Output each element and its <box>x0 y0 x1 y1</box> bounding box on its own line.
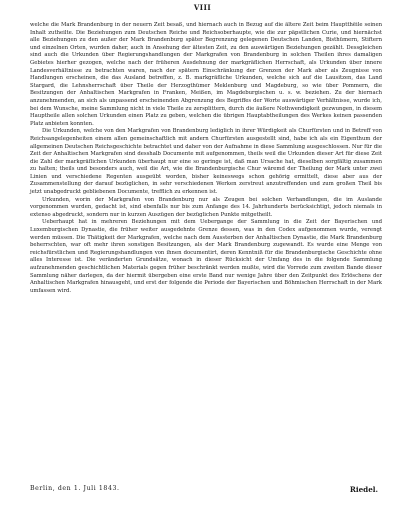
paragraph-dynastie: Ueberhaupt hat in mehreren Beziehungen mit dem Uebergange der Sammlung in die Zeit der Bayerischen und Luxemburgischen Dynastie, die früher weiter ausgedehnte Grenze dessen, was in den Codex aufgenommen wurde, verengt werden müssen. Die Thätigkeit der Markgrafen, welche nach dem Aussterben der Anhaltischen Dynastie, die Mark Brandenburg beherrschten, war oft mehr ihren sonstigen Besitzungen, als der Mark Brandenburg zugewandt. Es wurde eine Menge von reichsfürstlichen und Regierungshandlungen von ihnen documentirt, deren Kenntniß für die Brandenburgische Geschichte ohne alles Interesse ist. Die veränderten Grundsätze, wonach in dieser Rücksicht der Umfang des in die folgende Sammlung aufzunehmenden geschichtlichen Materials gegen früher beschränkt werden mußte, wird die Vorrede zum zweiten Bande dieser Sammlung näher darlegen, da der hiermit übergeben eine erste Band nur wenige Jahre über den Zeitpunkt des Erlöschens der Anhaltischen Markgrafen hinausgeht, und erst der folgende die Periode der Bayerischen und Böhmischen Herrschaft in der Mark umfassen wird. <box>30 219 382 294</box>
paragraph-continuation: welche die Mark Brandenburg in der neuern Zeit besaß, und hiernach auch in Bezug auf die ältere Zeit beim Hauptthëile seinen Inhalt zutheilte. Die Beziehungen zum Deutschen Reiche und Reichsoberhaupte, wie die zur päpstlichen Curie, und hiernächst alle Beziehungen zu den außer der Mark Brandenburg später Begrenzung gelegenen Deutschen Landen, Bisthümern, Stiftern und einzelnen Orten, wurden daher, auch in Ansehung der ältesten Zeit, zu den auswärtigen Beziehungen gezählt. Dessgleichen sind auch die Urkunden über Regierungshandlungen der Markgrafen von Brandenburg in solchen Theilen ihres damaligen Gebietes hierher gezogen, welche nach der früheren Ausdehnung der markgräflichen Herrschaft, als Urkunden über innere Landesverhältnisse zu betrachten waren, nach der spätern Einschränkung der Grenzen der Mark aber als Zeugnisse von Handlungen erscheinen, die das Ausland betreffen, z. B. markgräfliche Urkunden, welche sich auf die Lausitzen, das Land Stargard, die Lehnsherrschaft über Theile der Herzogthümer Meklenburg und Magdeburg, so wie über Pommern, die Besitzungen der Anhaltischen Markgrafen in Franken, Meißen, im Magdeburgischen u. s. w. beziehen. Zu der hiernach anzunehmenden, an sich als unpassend erscheinenden Abgrenzung des Begriffes der Worte auswärtiger Verhältnisse, wurde ich, bei dem Wunsche, meine Sammlung nicht in viele Theile zu zersplittern, durch die äußere Nothwendigkeit gezwungen, in diesem Hauptheile allen solchen Urkunden einen Platz zu geben, welchen die übrigen Hauptabtheilungen des Werkes keinen passenden Platz anbieten konnten. <box>30 22 382 127</box>
page-number: VIII <box>193 3 212 12</box>
signature: Riedel. <box>349 485 378 494</box>
closing-line <box>30 485 382 494</box>
paragraph-zeugen: Urkunden, worin der Markgrafen von Brandenburg nur als Zeugen bei solchen Verhandlungen, die im Auslande vorgenommen wurden, gedacht ist, sind ebenfalls nur bis zum Anfange des 14. Jahrhunderts berücksichtigt, jedoch niemals in extenso abgedruckt, sondern nur in kurzen Auszügen der bezüglichen Punkte mitgetheilt. <box>30 196 382 218</box>
paragraph-churfuersten: Die Urkunden, welche von den Markgrafen von Brandenburg lediglich in ihrer Würdigkeit als Churfürsten und in Betreff von Reichsangelegenheiten einem allen gemeinschaftlich mit andern Churfürsten ausgestellt sind, habe ich als ein Eigenthum der allgemeinen Deutschen Reichsgeschichte betrachtet und daher von der Aufnahme in diese Sammlung ausgeschlossen. Nur für die Zeit der Anhaltischen Markgrafen sind desshalb Documente mit aufgenommen, theils weil die Urkunden dieser Art für diese Zeit die Zahl der markgräflichen Urkunden überhaupt nur eine so geringe ist, daß man Ursache hat, dieselben sorgfältig zusammen zu halten; theils und besonders auch, weil die Art, wie die Brandenburgische Chur wäremd der Theilung der Mark unter zwei Linien und verschiedene Regenten ausgeübt worden, bisher keineswegs schon gehörig ermittelt, diese aber aus der Zusammenstellung der darauf bezüglichen, in sehr verschiedenen Werken zerstreut anzutreffenden und zum großen Theil bis jetzt unabgedruckt gebliebenen Documente, trefflich zu erkennen ist. <box>30 128 382 196</box>
document-body <box>30 22 382 295</box>
dateline: Berlin, den 1. Juli 1843. <box>30 485 120 492</box>
